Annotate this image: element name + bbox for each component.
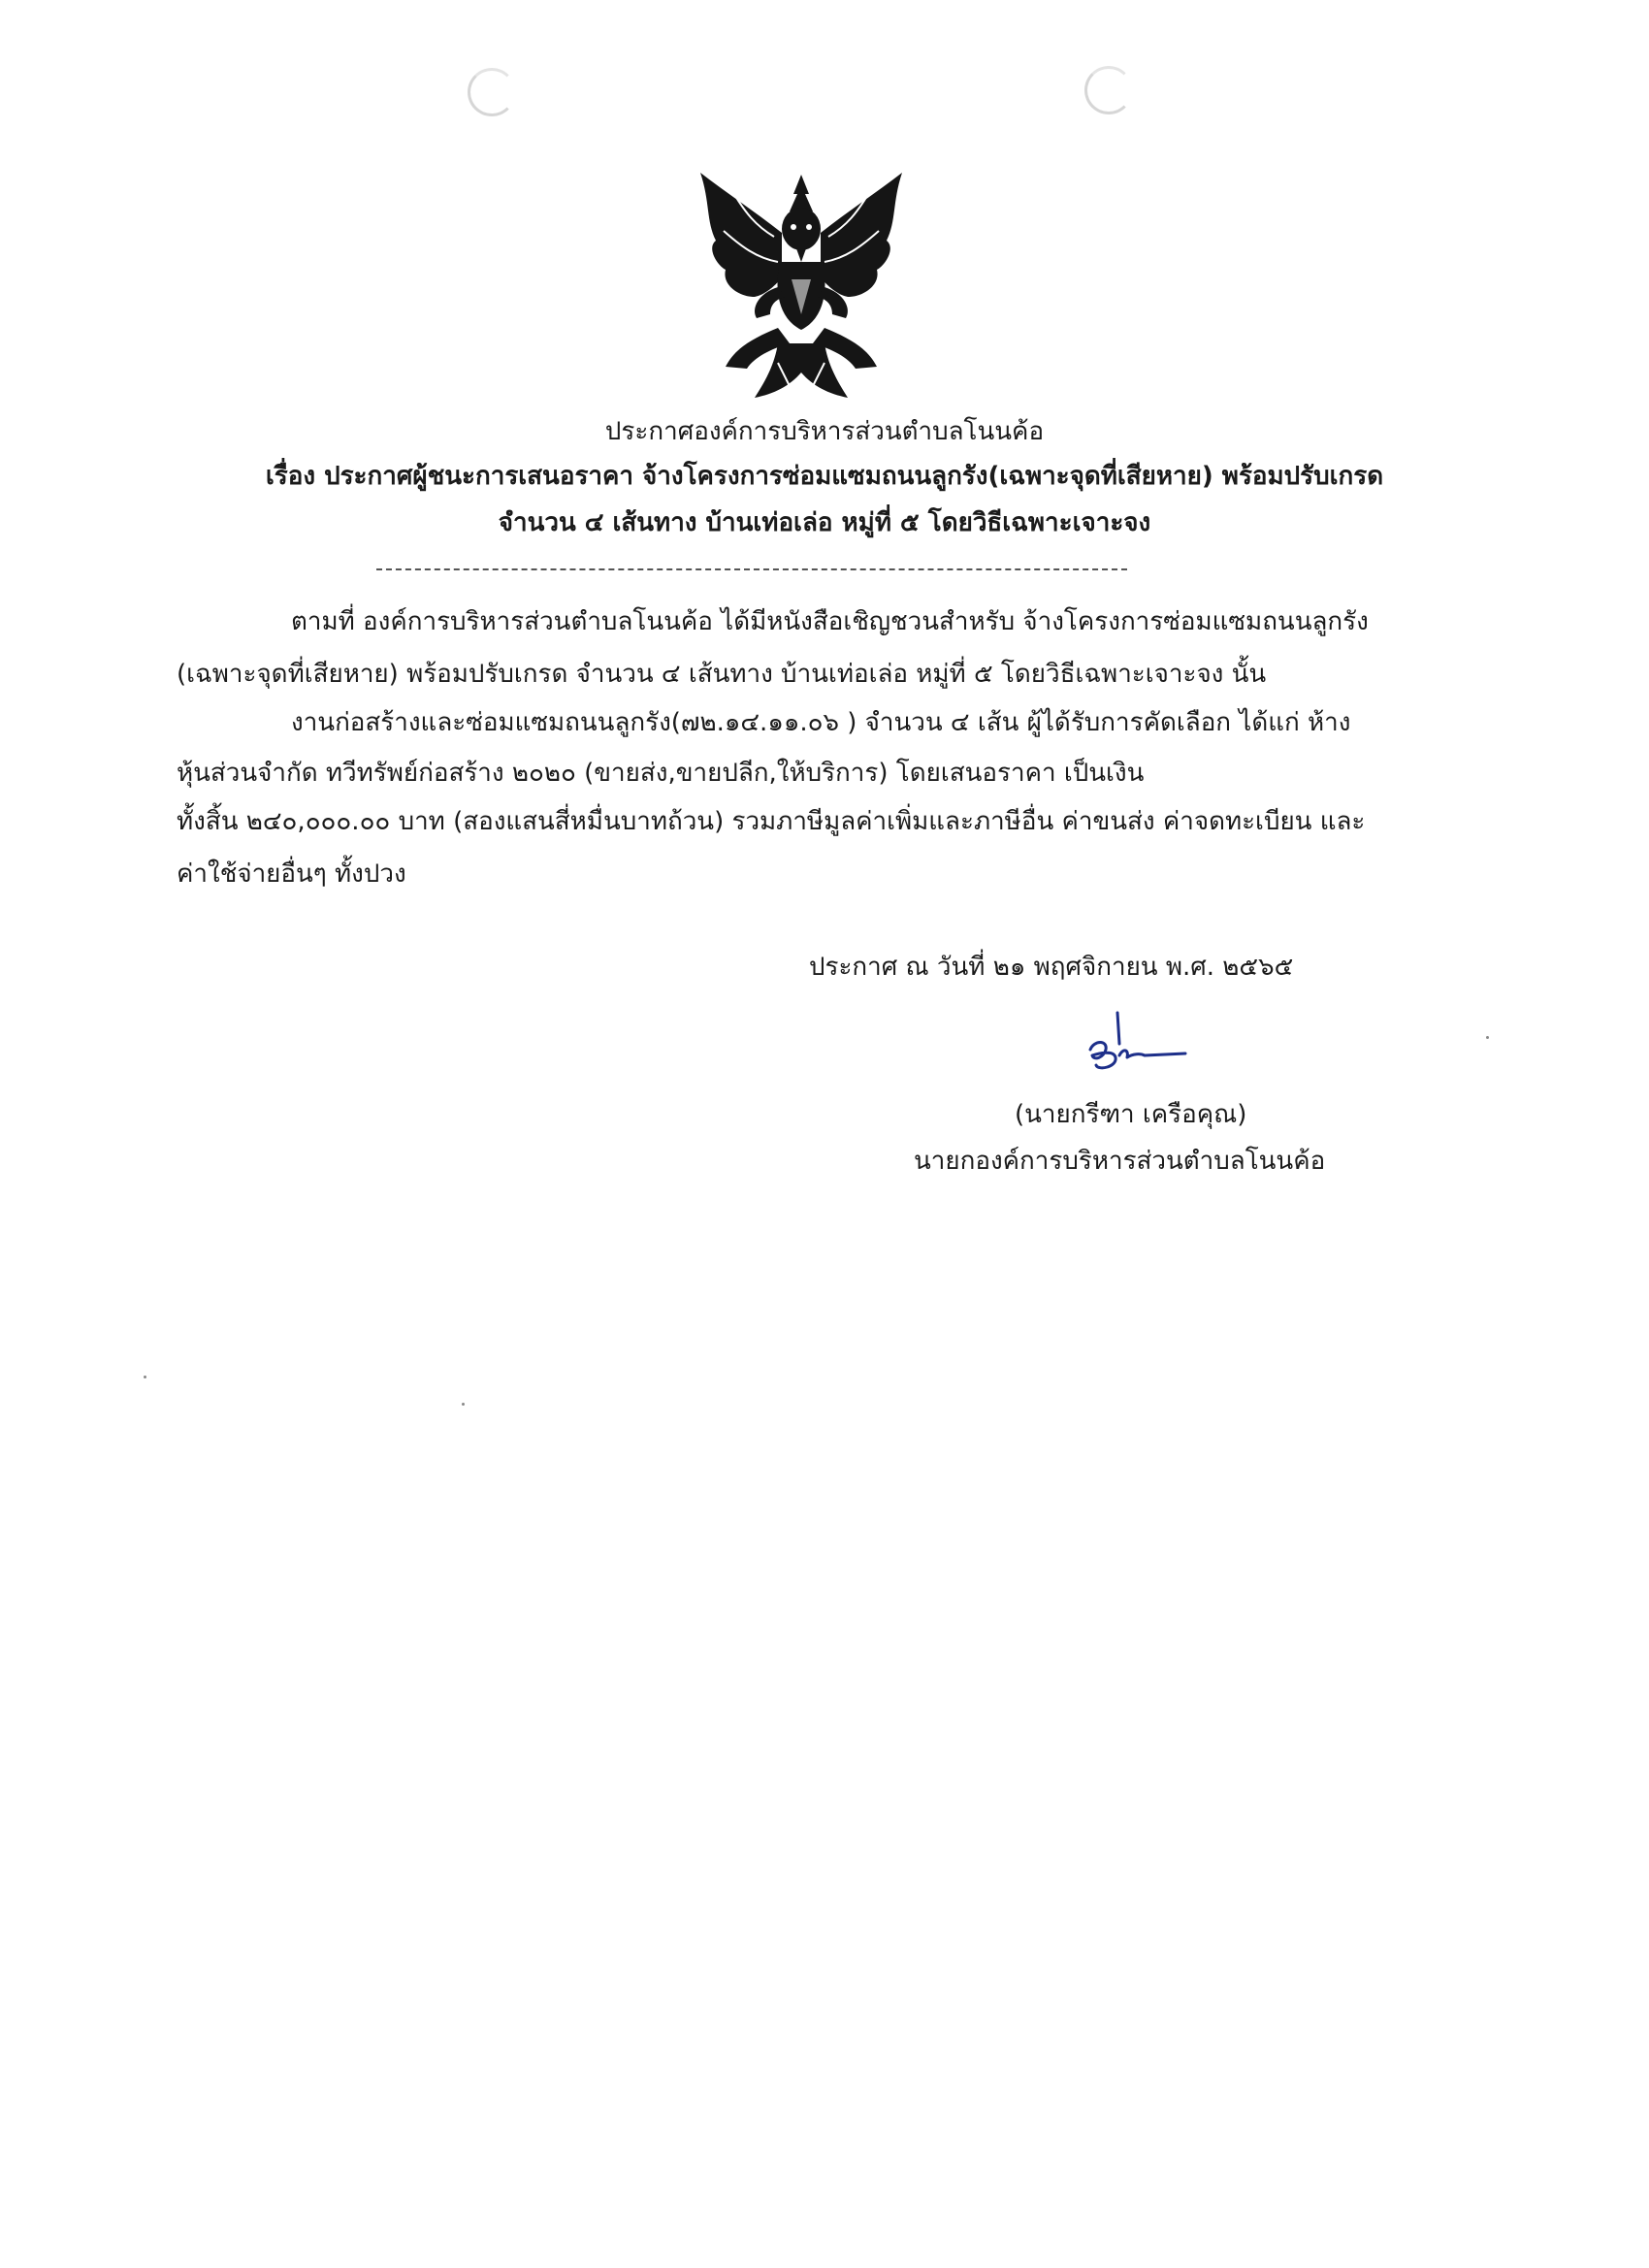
paragraph-2-line-1: งานก่อสร้างและซ่อมแซมถนนลูกรัง(๗๒.๑๔.๑๑.๐๖ ) จำนวน ๔ เส้น ผู้ได้รับการคัดเลือก ได้แก่ ห้าง xyxy=(291,708,1351,737)
signer-name: (นายกรีฑา เครือคุณ) xyxy=(1015,1100,1247,1129)
scan-speck xyxy=(144,1376,146,1378)
announcement-org: ประกาศองค์การบริหารส่วนตำบลโนนค้อ xyxy=(604,417,1045,446)
scan-speck xyxy=(462,1403,465,1406)
garuda-emblem-icon xyxy=(696,173,906,402)
paragraph-2-line-3: ทั้งสิ้น ๒๔๐,๐๐๐.๐๐ บาท (สองแสนสี่หมื่นบาทถ้วน) รวมภาษีมูลค่าเพิ่มและภาษีอื่น ค่าขนส่ง ค่าจดทะเบียน และ xyxy=(177,807,1366,836)
signer-title: นายกองค์การบริหารส่วนตำบลโนนค้อ xyxy=(914,1147,1326,1176)
handwritten-signature-icon xyxy=(1069,1011,1195,1088)
subject-line-2: จำนวน ๔ เส้นทาง บ้านเท่อเล่อ หมู่ที่ ๕ โดยวิธีเฉพาะเจาะจง xyxy=(498,508,1151,537)
paragraph-1-line-2: (เฉพาะจุดที่เสียหาย) พร้อมปรับเกรด จำนวน ๔ เส้นทาง บ้านเท่อเล่อ หมู่ที่ ๕ โดยวิธีเฉพาะเจาะจง นั้น xyxy=(177,660,1267,689)
announcement-date: ประกาศ ณ วันที่ ๒๑ พฤศจิกายน พ.ศ. ๒๕๖๕ xyxy=(809,953,1294,982)
subject-line-1: เรื่อง ประกาศผู้ชนะการเสนอราคา จ้างโครงการซ่อมแซมถนนลูกรัง(เฉพาะจุดที่เสียหาย) พร้อมปรับเกรด xyxy=(265,462,1384,491)
paragraph-2-line-4: ค่าใช้จ่ายอื่นๆ ทั้งปวง xyxy=(177,859,406,889)
paragraph-1-line-1: ตามที่ องค์การบริหารส่วนตำบลโนนค้อ ได้มีหนังสือเชิญชวนสำหรับ จ้างโครงการซ่อมแซมถนนลูกรัง xyxy=(291,607,1369,636)
punch-hole-left xyxy=(468,68,516,116)
paragraph-2-line-2: หุ้นส่วนจำกัด ทวีทรัพย์ก่อสร้าง ๒๐๒๐ (ขายส่ง,ขายปลีก,ให้บริการ) โดยเสนอราคา เป็นเงิน xyxy=(177,759,1145,788)
scan-speck xyxy=(1486,1036,1489,1039)
punch-hole-right xyxy=(1084,66,1133,114)
separator-line xyxy=(376,568,1127,570)
